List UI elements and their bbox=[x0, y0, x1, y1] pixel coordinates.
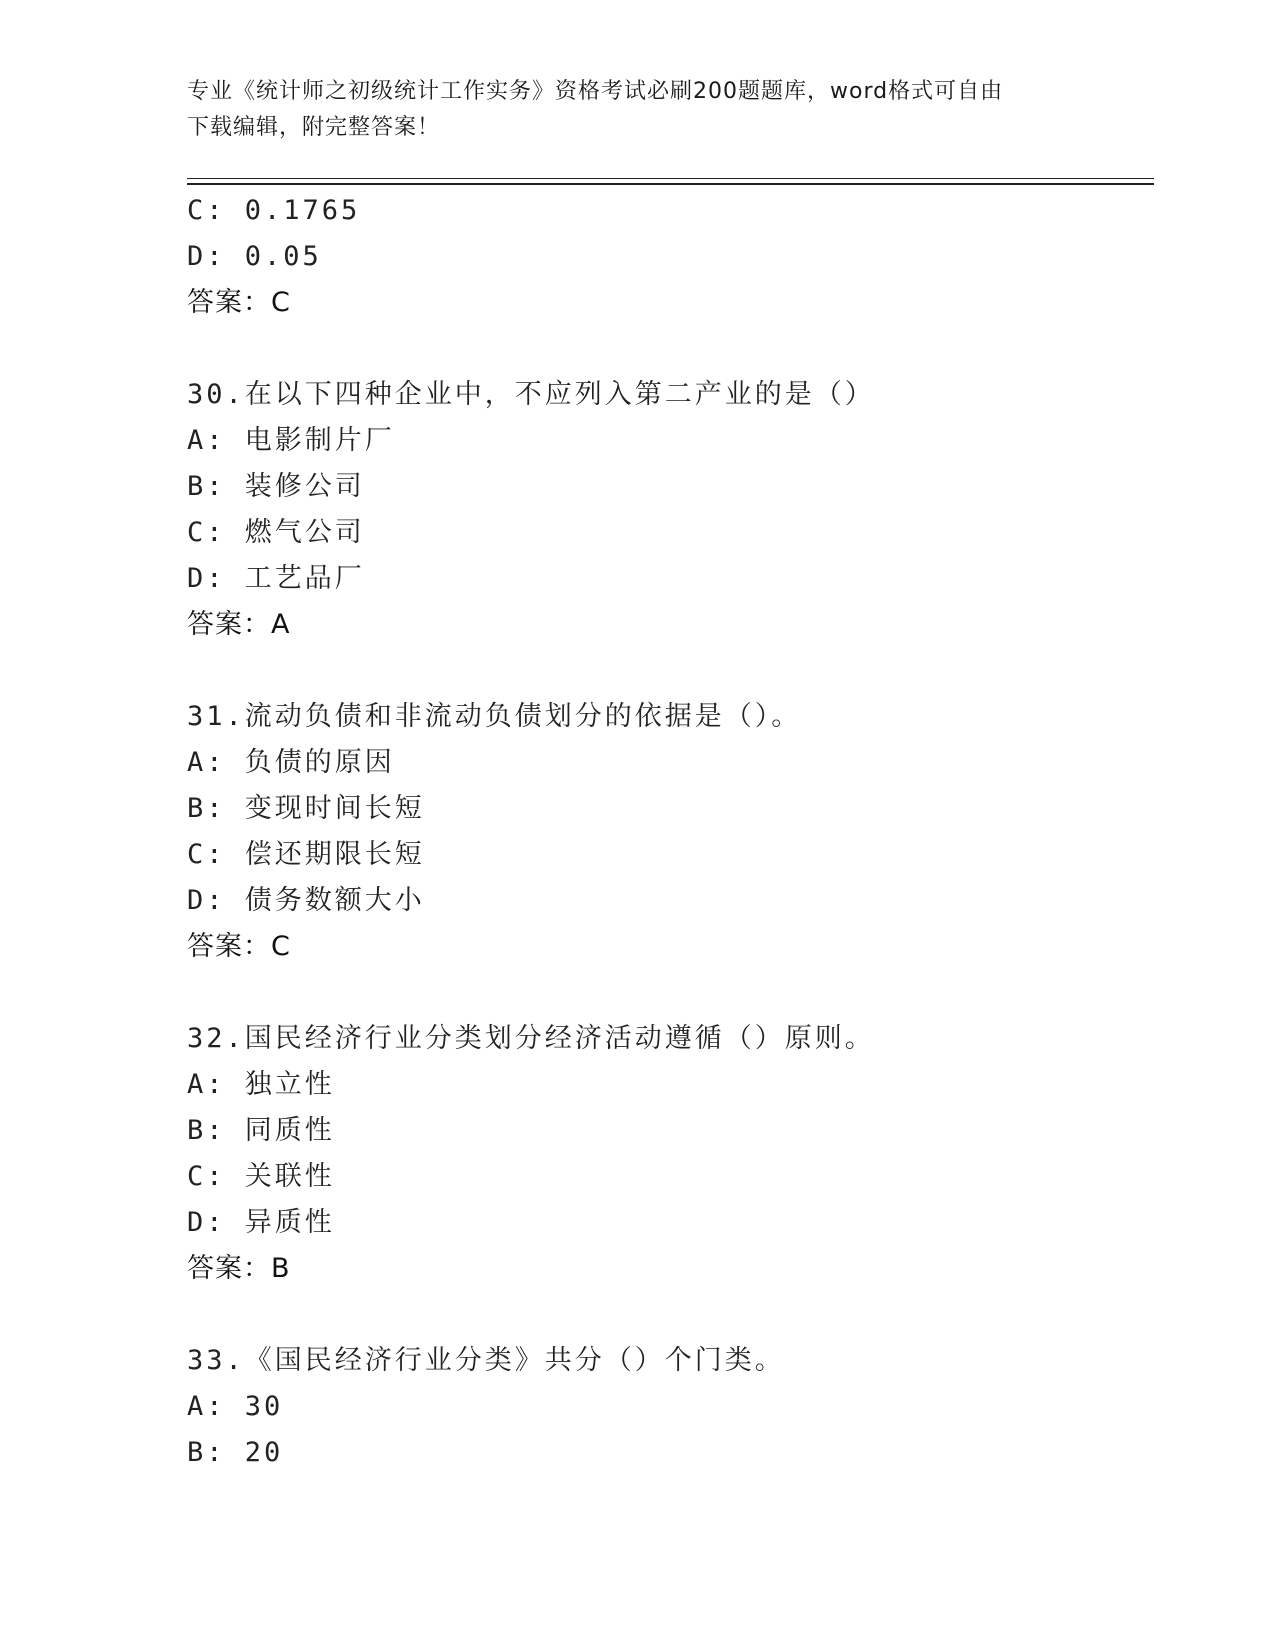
option-b: B: 变现时间长短 bbox=[187, 793, 425, 824]
answer-line: 答案：A bbox=[187, 609, 291, 640]
option-d: D: 异质性 bbox=[187, 1207, 335, 1238]
option-c: C: 关联性 bbox=[187, 1161, 335, 1192]
answer-line: 答案：C bbox=[187, 287, 291, 318]
header-rule-bottom bbox=[187, 183, 1154, 185]
option-d: D: 债务数额大小 bbox=[187, 885, 425, 916]
document-header bbox=[187, 74, 1087, 146]
question-stem: 32.国民经济行业分类划分经济活动遵循（）原则。 bbox=[187, 1023, 875, 1054]
option-c: C: 偿还期限长短 bbox=[187, 839, 425, 870]
answer-line: 答案：C bbox=[187, 931, 291, 962]
option-a: A: 电影制片厂 bbox=[187, 425, 395, 456]
header-line-2: 下载编辑，附完整答案！ bbox=[187, 115, 441, 140]
option-a: A: 30 bbox=[187, 1391, 284, 1422]
question-content bbox=[187, 188, 1167, 1476]
spacer bbox=[187, 1292, 1167, 1338]
question-33 bbox=[187, 1338, 1167, 1476]
option-b: B: 同质性 bbox=[187, 1115, 335, 1146]
question-stem: 31.流动负债和非流动负债划分的依据是（）。 bbox=[187, 701, 802, 732]
question-32 bbox=[187, 1016, 1167, 1292]
option-c: C: 0.1765 bbox=[187, 195, 361, 226]
spacer bbox=[187, 970, 1167, 1016]
option-b: B: 20 bbox=[187, 1437, 284, 1468]
header-line-1: 专业《统计师之初级统计工作实务》资格考试必刷200题题库，word格式可自由 bbox=[187, 79, 1004, 104]
question-30 bbox=[187, 372, 1167, 648]
option-c: C: 燃气公司 bbox=[187, 517, 365, 548]
option-a: A: 独立性 bbox=[187, 1069, 335, 1100]
question-stem: 33.《国民经济行业分类》共分（）个门类。 bbox=[187, 1345, 785, 1376]
option-d: D: 工艺品厂 bbox=[187, 563, 365, 594]
option-d: D: 0.05 bbox=[187, 241, 322, 272]
option-a: A: 负债的原因 bbox=[187, 747, 395, 778]
question-stem: 30.在以下四种企业中，不应列入第二产业的是（） bbox=[187, 379, 875, 410]
option-b: B: 装修公司 bbox=[187, 471, 365, 502]
question-29-tail bbox=[187, 188, 1167, 326]
spacer bbox=[187, 326, 1167, 372]
header-rule-top bbox=[187, 178, 1154, 179]
answer-line: 答案：B bbox=[187, 1253, 291, 1284]
spacer bbox=[187, 648, 1167, 694]
question-31 bbox=[187, 694, 1167, 970]
